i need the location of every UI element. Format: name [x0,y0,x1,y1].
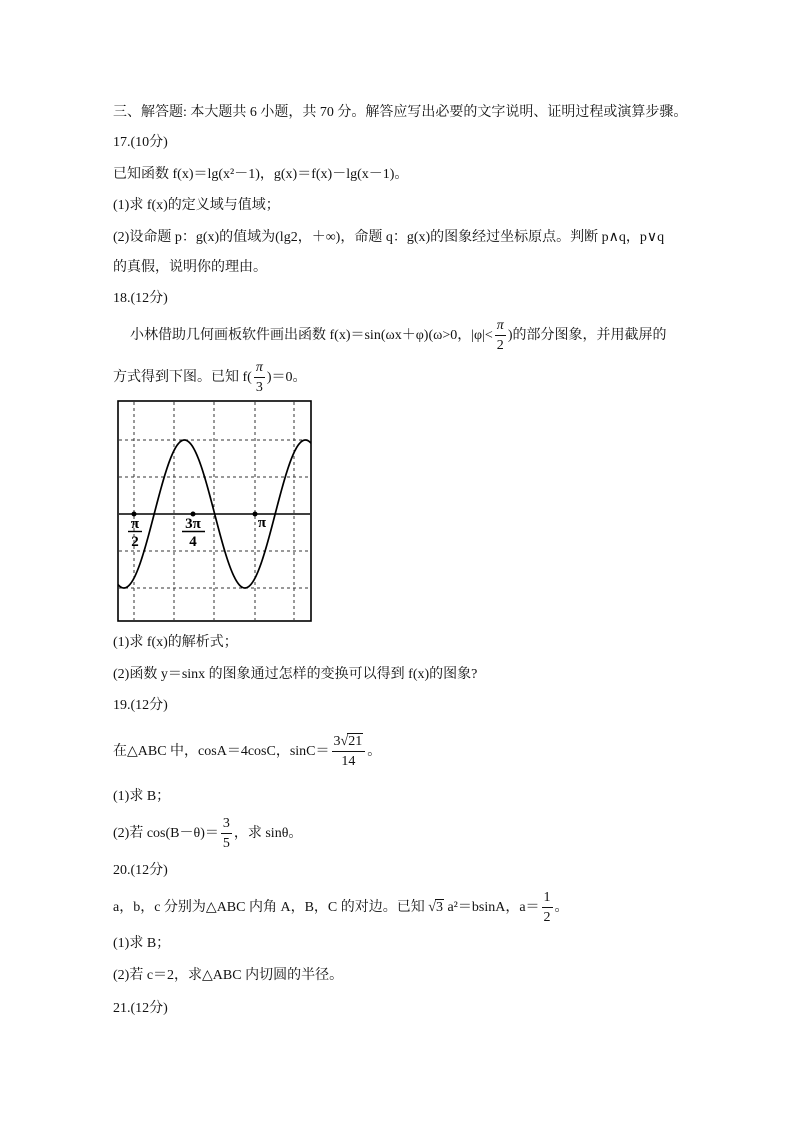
stem-text: a，b，c 分别为△ABC 内角 A，B，C 的对边。已知 [113,900,429,915]
coefficient: 3 [333,734,341,750]
question-17-number: 17.(10分) [113,135,168,150]
question-17-part-1: (1)求 f(x)的定义域与值域； [113,198,280,213]
question-19-number: 19.(12分) [113,698,168,713]
question-18-stem-line-1 [130,316,666,356]
tick-label-3pi-over-4-numerator: 3π [185,516,201,532]
radicand: 3 [435,900,443,915]
radical-sign: √ [428,900,436,915]
question-19-part-2 [113,814,302,854]
stem-text: 。 [554,900,569,915]
tick-label-pi: π [257,515,267,531]
radicand: 21 [348,734,363,750]
question-18-number: 18.(12分) [113,291,168,306]
question-17-stem: 已知函数 f(x)＝lg(x²－1)，g(x)＝f(x)－lg(x－1)。 [113,167,409,182]
question-17-part-2-line-1: (2)设命题 p：g(x)的值域为(lg2，＋∞)，命题 q：g(x)的图象经过坐标原点。判断 p∧q，p∨q [113,230,665,245]
stem-text: )＝0。 [266,370,307,385]
radical-sign: √ [340,734,349,750]
stem-text: 。 [367,744,382,759]
question-18-part-2: (2)函数 y＝sinx 的图象通过怎样的变换可以得到 f(x)的图象? [113,667,478,682]
question-18-part-1: (1)求 f(x)的解析式； [113,635,238,650]
question-18-stem-line-2 [113,358,307,398]
a-value-fraction [542,888,553,927]
fraction-denominator: 5 [221,833,232,853]
fraction-numerator: π [496,318,504,334]
question-19-part-1: (1)求 B； [113,789,171,804]
stem-text: 方式得到下图。已知 f( [113,370,252,385]
part-text: (2)若 cos(B－θ)＝ [113,826,219,841]
question-20-part-2: (2)若 c＝2，求△ABC 内切圆的半径。 [113,968,344,983]
sinC-value-fraction [332,732,366,771]
stem-text: a²＝bsinA，a＝ [443,900,540,915]
question-21-number: 21.(12分) [113,1001,168,1016]
fraction-numerator [332,732,366,751]
fraction-numerator: π [255,360,263,376]
tick-label-3pi-over-4-denominator: 4 [189,534,197,550]
stem-text: )的部分图象，并用截屏的 [507,328,667,343]
fraction-denominator: 2 [495,335,506,355]
stem-text: 小林借助几何画板软件画出函数 f(x)＝sin(ωx＋φ)(ω>0，|φ|< [130,328,493,343]
zero-point-fraction [254,358,265,397]
question-17-part-2-line-2: 的真假，说明你的理由。 [113,260,267,275]
section-heading: 三、解答题: 本大题共 6 小题，共 70 分。解答应写出必要的文字说明、证明过程或演算步骤。 [113,105,688,120]
fraction-numerator: 1 [543,890,551,906]
tick-label-pi-over-2-denominator: 2 [131,534,139,550]
axis-point-pi [253,512,258,517]
question-20-number: 20.(12分) [113,863,168,878]
part-text: ，求 sinθ。 [233,826,303,841]
fraction-denominator: 14 [332,751,366,771]
tick-label-pi-over-2-numerator: π [130,516,140,532]
square-root [428,900,444,915]
question-20-part-1: (1)求 B； [113,936,171,951]
fraction-numerator: 3 [222,816,230,832]
cos-value-fraction [221,814,232,853]
square-root [341,734,364,749]
fraction-denominator: 3 [254,377,265,397]
sine-function-figure [117,400,312,622]
stem-text: 在△ABC 中，cosA＝4cosC，sinC＝ [113,744,330,759]
phi-bound-fraction [495,316,506,355]
fraction-denominator: 2 [542,907,553,927]
question-19-stem [113,732,381,772]
question-20-stem [113,888,569,928]
